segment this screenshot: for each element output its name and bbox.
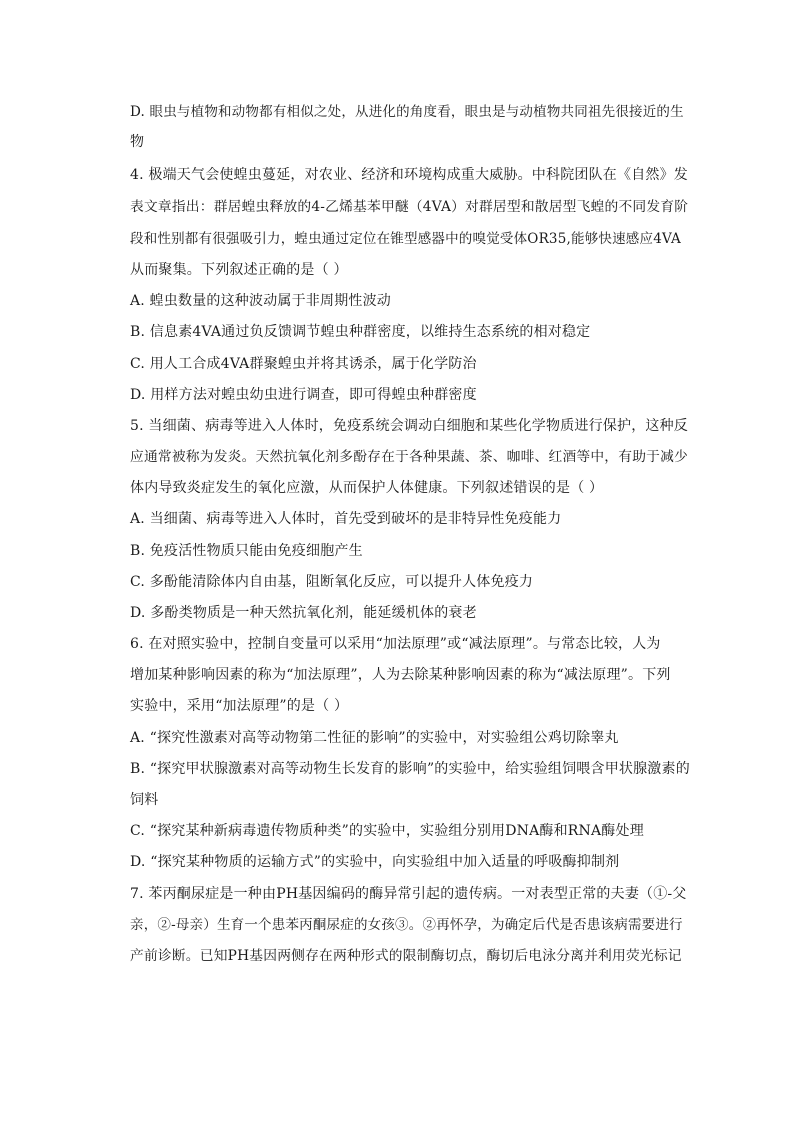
question-6-stem-line-3: 实验中，采用“加法原理”的是（ ） bbox=[130, 698, 349, 714]
question-6-option-c: C. “探究某种新病毒遗传物质种类”的实验中，实验组分别用DNA酶和RNA酶处理 bbox=[130, 823, 644, 839]
question-7-stem-line-2: 亲，②-母亲）生育一个患苯丙酮尿症的女孩③。②再怀孕，为确定后代是否患该病需要进行 bbox=[130, 917, 683, 933]
question-7-stem-line-1: 7. 苯丙酮尿症是一种由PH基因编码的酶异常引起的遗传病。一对表型正常的夫妻（①-父 bbox=[130, 886, 687, 902]
question-5-stem-line-1: 5. 当细菌、病毒等进入人体时，免疫系统会调动白细胞和某些化学物质进行保护，这种反 bbox=[130, 418, 689, 434]
question-4-stem-line-3: 段和性别都有很强吸引力，蝗虫通过定位在锥型感器中的嗅觉受体OR35,能够快速感应4VA bbox=[130, 231, 681, 247]
question-5-stem-line-3: 体内导致炎症发生的氧化应激，从而保护人体健康。下列叙述错误的是（ ） bbox=[130, 480, 604, 496]
question-6-stem-line-1: 6. 在对照实验中，控制自变量可以采用“加法原理”或“减法原理”。与常态比较，人为 bbox=[130, 636, 661, 652]
question-6-option-a: A. “探究性激素对高等动物第二性征的影响”的实验中，对实验组公鸡切除睾丸 bbox=[130, 730, 619, 746]
question-5-stem-line-2: 应通常被称为发炎。天然抗氧化剂多酚存在于各种果蔬、茶、咖啡、红酒等中，有助于减少 bbox=[130, 449, 689, 465]
question-4-stem-line-2: 表文章指出：群居蝗虫释放的4-乙烯基苯甲醚（4VA）对群居型和散居型飞蝗的不同发育阶 bbox=[130, 199, 689, 215]
question-6-option-d: D. “探究某种物质的运输方式”的实验中，向实验组中加入适量的呼吸酶抑制剂 bbox=[130, 854, 620, 870]
question-4-stem-line-1: 4. 极端天气会使蝗虫蔓延，对农业、经济和环境构成重大威胁。中科院团队在《自然》发 bbox=[130, 167, 689, 183]
question-4-option-a: A. 蝗虫数量的这种波动属于非周期性波动 bbox=[130, 293, 392, 309]
question-6-stem-line-2: 增加某种影响因素的称为“加法原理”，人为去除某种影响因素的称为“减法原理”。下列 bbox=[130, 667, 671, 683]
question-4-stem-line-4: 从而聚集。下列叙述正确的是（ ） bbox=[130, 262, 348, 278]
question-6-option-b-line-1: B. “探究甲状腺激素对高等动物生长发育的影响”的实验中，给实验组饲喂含甲状腺激素的 bbox=[130, 761, 690, 777]
question-5-option-c: C. 多酚能清除体内自由基，阻断氧化反应，可以提升人体免疫力 bbox=[130, 574, 534, 590]
question-6-option-b-line-2: 饲料 bbox=[130, 792, 159, 808]
question-7-stem-line-3: 产前诊断。已知PH基因两侧存在两种形式的限制酶切点，酶切后电泳分离并利用荧光标记 bbox=[130, 948, 682, 964]
question-5-option-d: D. 多酚类物质是一种天然抗氧化剂，能延缓机体的衰老 bbox=[130, 605, 477, 621]
question-4-option-d: D. 用样方法对蝗虫幼虫进行调查，即可得蝗虫种群密度 bbox=[130, 387, 477, 403]
option-3d-line-2: 物 bbox=[130, 134, 145, 150]
question-4-option-c: C. 用人工合成4VA群聚蝗虫并将其诱杀，属于化学防治 bbox=[130, 356, 477, 372]
option-3d-line-1: D. 眼虫与植物和动物都有相似之处，从进化的角度看，眼虫是与动植物共同祖先很接近的生 bbox=[130, 104, 684, 120]
question-5-option-a: A. 当细菌、病毒等进入人体时，首先受到破坏的是非特异性免疫能力 bbox=[130, 511, 562, 527]
question-4-option-b: B. 信息素4VA通过负反馈调节蝗虫种群密度，以维持生态系统的相对稳定 bbox=[130, 324, 591, 340]
question-5-option-b: B. 免疫活性物质只能由免疫细胞产生 bbox=[130, 543, 363, 559]
